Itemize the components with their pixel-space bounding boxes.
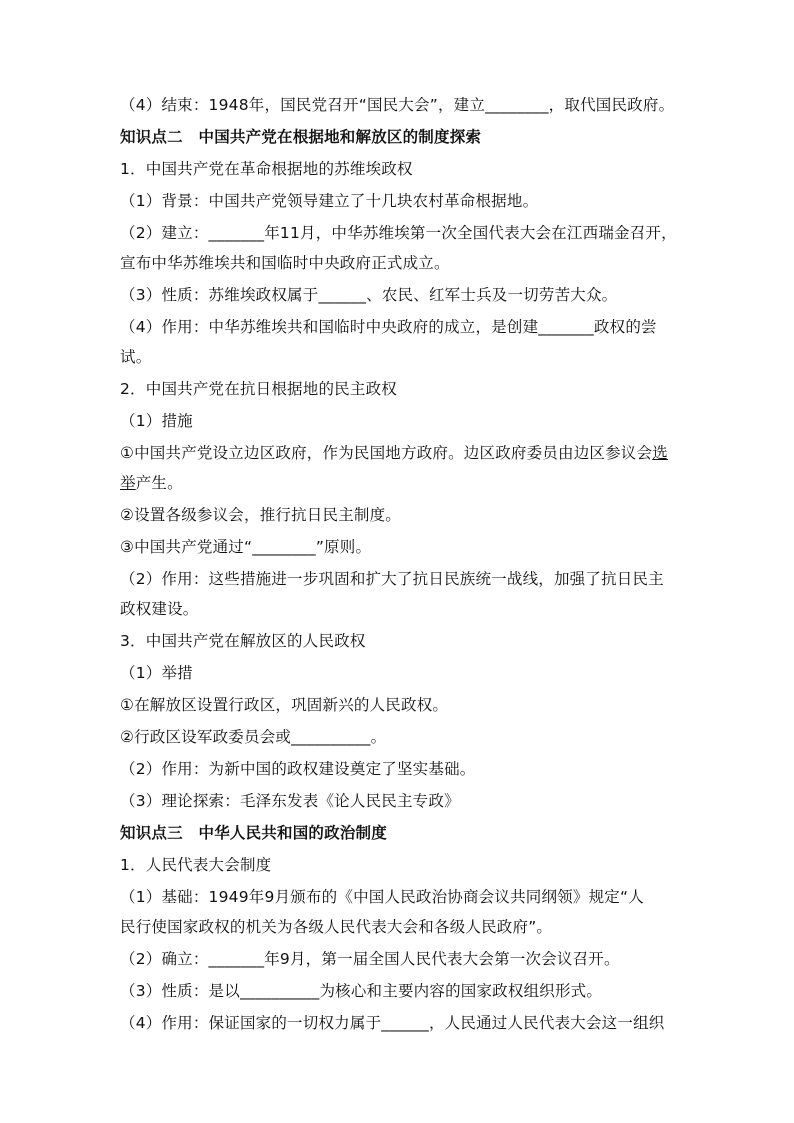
text-line: ①中国共产党设立边区政府，作为民国地方政府。边区政府委员由边区参议会选 <box>120 444 668 462</box>
section-heading: 知识点三 中华人民共和国的政治制度 <box>120 824 387 842</box>
text-line: 举产生。 <box>120 474 183 492</box>
text-line: （3）性质：是以__________为核心和主要内容的国家政权组织形式。 <box>120 982 603 1000</box>
text-line: （2）作用：这些措施进一步巩固和扩大了抗日民族统一战线，加强了抗日民主 <box>120 570 664 588</box>
text-line: （2）作用：为新中国的政权建设奠定了坚实基础。 <box>120 760 476 778</box>
text-line: （1）措施 <box>120 412 193 430</box>
text-line: （1）基础：1949年9月颁布的《中国人民政治协商会议共同纲领》规定“人 <box>120 888 644 906</box>
subheading: 1．中国共产党在革命根据地的苏维埃政权 <box>120 160 413 178</box>
text-line: （4）结束：1948年，国民党召开“国民大会”，建立________，取代国民政府。 <box>120 96 675 114</box>
text-line: （1）背景：中国共产党领导建立了十几块农村革命根据地。 <box>120 192 539 210</box>
text-line: （3）理论探索：毛泽东发表《论人民民主专政》 <box>120 792 460 810</box>
text-line: 宣布中华苏维埃共和国临时中央政府正式成立。 <box>120 254 450 272</box>
text-line: （1）举措 <box>120 664 193 682</box>
text-line: ②行政区设军政委员会或__________。 <box>120 728 387 746</box>
underlined-text: 选 <box>652 444 668 462</box>
text-line: （2）建立：_______年11月，中华苏维埃第一次全国代表大会在江西瑞金召开， <box>120 224 677 242</box>
section-heading: 知识点二 中国共产党在根据地和解放区的制度探索 <box>120 128 482 146</box>
subheading: 3．中国共产党在解放区的人民政权 <box>120 632 366 650</box>
text-line: ③中国共产党通过“________”原则。 <box>120 538 372 556</box>
text-line: 政权建设。 <box>120 600 199 618</box>
text-line: 民行使国家政权的机关为各级人民代表大会和各级人民政府”。 <box>120 918 553 936</box>
text-line: ①在解放区设置行政区，巩固新兴的人民政权。 <box>120 696 449 714</box>
text-line: （4）作用：保证国家的一切权力属于______，人民通过人民代表大会这一组织 <box>120 1014 665 1032</box>
text-line: （3）性质：苏维埃政权属于______、农民、红军士兵及一切劳苦大众。 <box>120 286 618 304</box>
subheading: 1．人民代表大会制度 <box>120 856 272 874</box>
text-line: （2）确立：_______年9月，第一届全国人民代表大会第一次会议召开。 <box>120 950 620 968</box>
text-line: （4）作用：中华苏维埃共和国临时中央政府的成立，是创建_______政权的尝 <box>120 318 657 336</box>
text-line: ②设置各级参议会，推行抗日民主制度。 <box>120 506 401 524</box>
underlined-text: 举 <box>120 474 136 492</box>
subheading: 2．中国共产党在抗日根据地的民主政权 <box>120 380 397 398</box>
text-line: 试。 <box>120 348 152 366</box>
